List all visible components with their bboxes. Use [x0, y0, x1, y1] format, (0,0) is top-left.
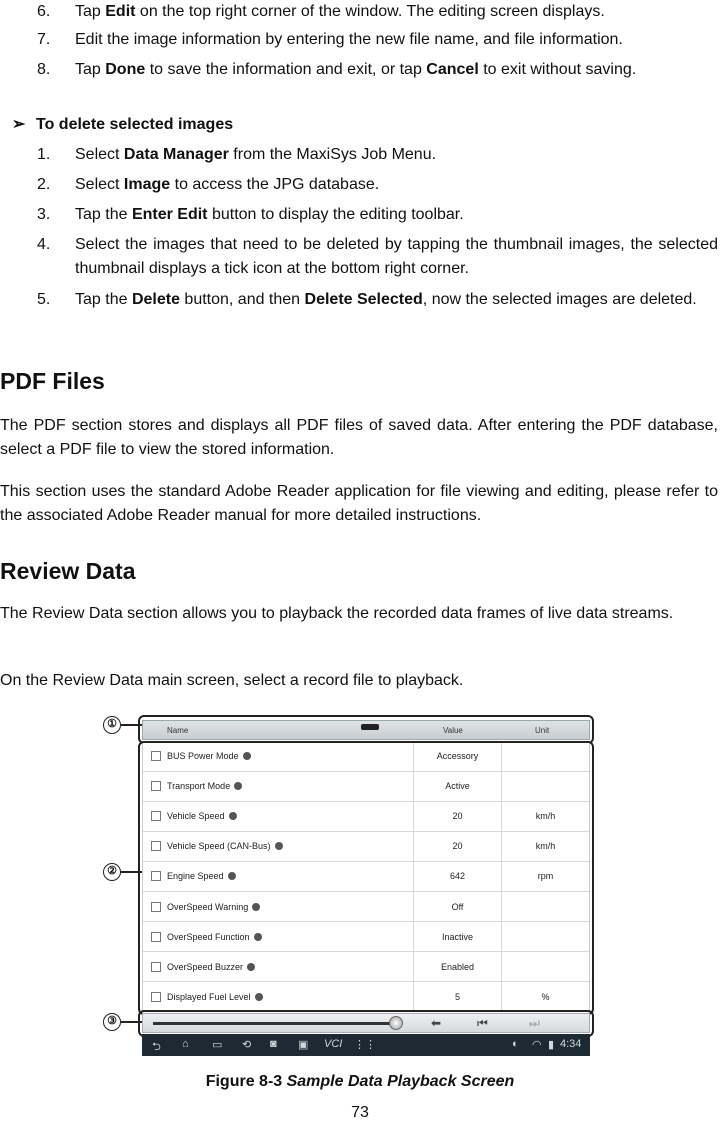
step-text: Select Image to access the JPG database.	[75, 176, 380, 193]
page-number: 73	[351, 1104, 369, 1121]
settings-icon: ◐	[512, 1038, 519, 1050]
bullet-arrow-icon: ➢	[12, 116, 26, 133]
row-name: Vehicle Speed	[167, 811, 237, 821]
row-value: Accessory	[413, 741, 501, 771]
row-name: Engine Speed	[167, 871, 236, 881]
step-number: 4.	[37, 236, 51, 253]
home-nav-icon[interactable]: ⌂	[182, 1038, 189, 1050]
step-number: 5.	[37, 291, 51, 308]
pdf-paragraph-2: This section uses the standard Adobe Reader application for file viewing and editing, please refer to the associated Adobe Reader manual for more detailed instructions.	[0, 483, 718, 524]
step-number: 7.	[37, 31, 51, 48]
column-name-header: Name	[167, 726, 189, 735]
row-unit: %	[501, 982, 589, 1012]
recent-apps-icon[interactable]: ▭	[212, 1039, 223, 1051]
step-number: 6.	[37, 3, 51, 20]
row-unit: km/h	[501, 801, 589, 831]
step-number: 2.	[37, 176, 51, 193]
data-playback-screenshot	[140, 714, 592, 1056]
callout-3: ③	[103, 1013, 121, 1031]
step-text: Edit the image information by entering the new file name, and file information.	[75, 31, 623, 48]
battery-icon: ▮	[548, 1039, 555, 1051]
row-name: BUS Power Mode	[167, 751, 251, 761]
step-text: Select the images that need to be deleted by tapping the thumbnail images, the selected thumbnail displays a tick icon at the bottom right corner.	[75, 236, 718, 277]
row-value: Enabled	[413, 952, 501, 982]
highlight-rows	[138, 741, 594, 1015]
column-value-header: Value	[443, 726, 463, 735]
callout-1: ①	[103, 716, 121, 734]
step-number: 3.	[37, 206, 51, 223]
step-text: Select Data Manager from the MaxiSys Job Menu.	[75, 146, 437, 163]
figure-caption: Figure 8-3 Sample Data Playback Screen	[205, 1073, 515, 1090]
highlight-toolbar	[138, 1010, 594, 1037]
back-nav-icon[interactable]: ⮌	[152, 1041, 161, 1053]
clock: 4:34	[560, 1038, 582, 1050]
row-name: Vehicle Speed (CAN-Bus)	[167, 841, 283, 851]
row-name: Displayed Fuel Level	[167, 992, 263, 1002]
row-value: Off	[413, 892, 501, 922]
row-value: Inactive	[413, 922, 501, 952]
previous-frame-icon[interactable]: ⏮	[477, 1016, 488, 1030]
wifi-icon: ◠	[532, 1039, 542, 1051]
apps-grid-icon[interactable]: ⋮⋮	[354, 1039, 376, 1051]
step-number: 8.	[37, 61, 51, 78]
row-name: OverSpeed Warning	[167, 902, 260, 912]
step-text: Tap Done to save the information and exit, or tap Cancel to exit without saving.	[75, 61, 637, 78]
review-paragraph-1: The Review Data section allows you to playback the recorded data frames of live data streams.	[0, 605, 674, 622]
step-number: 1.	[37, 146, 51, 163]
vci-icon[interactable]: VCI	[324, 1038, 343, 1050]
column-unit-header: Unit	[535, 726, 550, 735]
row-value: Active	[413, 771, 501, 801]
next-frame-icon[interactable]: ⏭	[529, 1016, 540, 1030]
row-unit: km/h	[501, 831, 589, 861]
pdf-files-heading: PDF Files	[0, 368, 105, 394]
review-paragraph-2: On the Review Data main screen, select a record file to playback.	[0, 672, 464, 689]
row-unit: rpm	[501, 861, 589, 891]
pdf-paragraph-1: The PDF section stores and displays all PDF files of saved data. After entering the PDF database, select a PDF file to view the stored information.	[0, 417, 718, 458]
camera-icon[interactable]: ◙	[270, 1038, 277, 1050]
row-name: Transport Mode	[167, 781, 242, 791]
sync-icon[interactable]: ⟲	[242, 1039, 252, 1051]
back-icon[interactable]: ⬅	[431, 1016, 442, 1030]
step-text: Tap the Delete button, and then Delete Selected, now the selected images are deleted.	[75, 291, 697, 308]
display-icon[interactable]: ▣	[298, 1039, 309, 1051]
highlight-header	[138, 715, 594, 744]
row-value: 5	[413, 982, 501, 1012]
row-name: OverSpeed Buzzer	[167, 962, 255, 972]
row-value: 642	[413, 861, 501, 891]
step-text: Tap the Enter Edit button to display the editing toolbar.	[75, 206, 464, 223]
review-data-heading: Review Data	[0, 558, 136, 584]
row-name: OverSpeed Function	[167, 932, 262, 942]
row-value: 20	[413, 831, 501, 861]
delete-images-heading: ➢ To delete selected images	[12, 113, 233, 137]
row-value: 20	[413, 801, 501, 831]
android-taskbar	[142, 1034, 590, 1056]
callout-2: ②	[103, 863, 121, 881]
step-text: Tap Edit on the top right corner of the window. The editing screen displays.	[75, 3, 605, 20]
